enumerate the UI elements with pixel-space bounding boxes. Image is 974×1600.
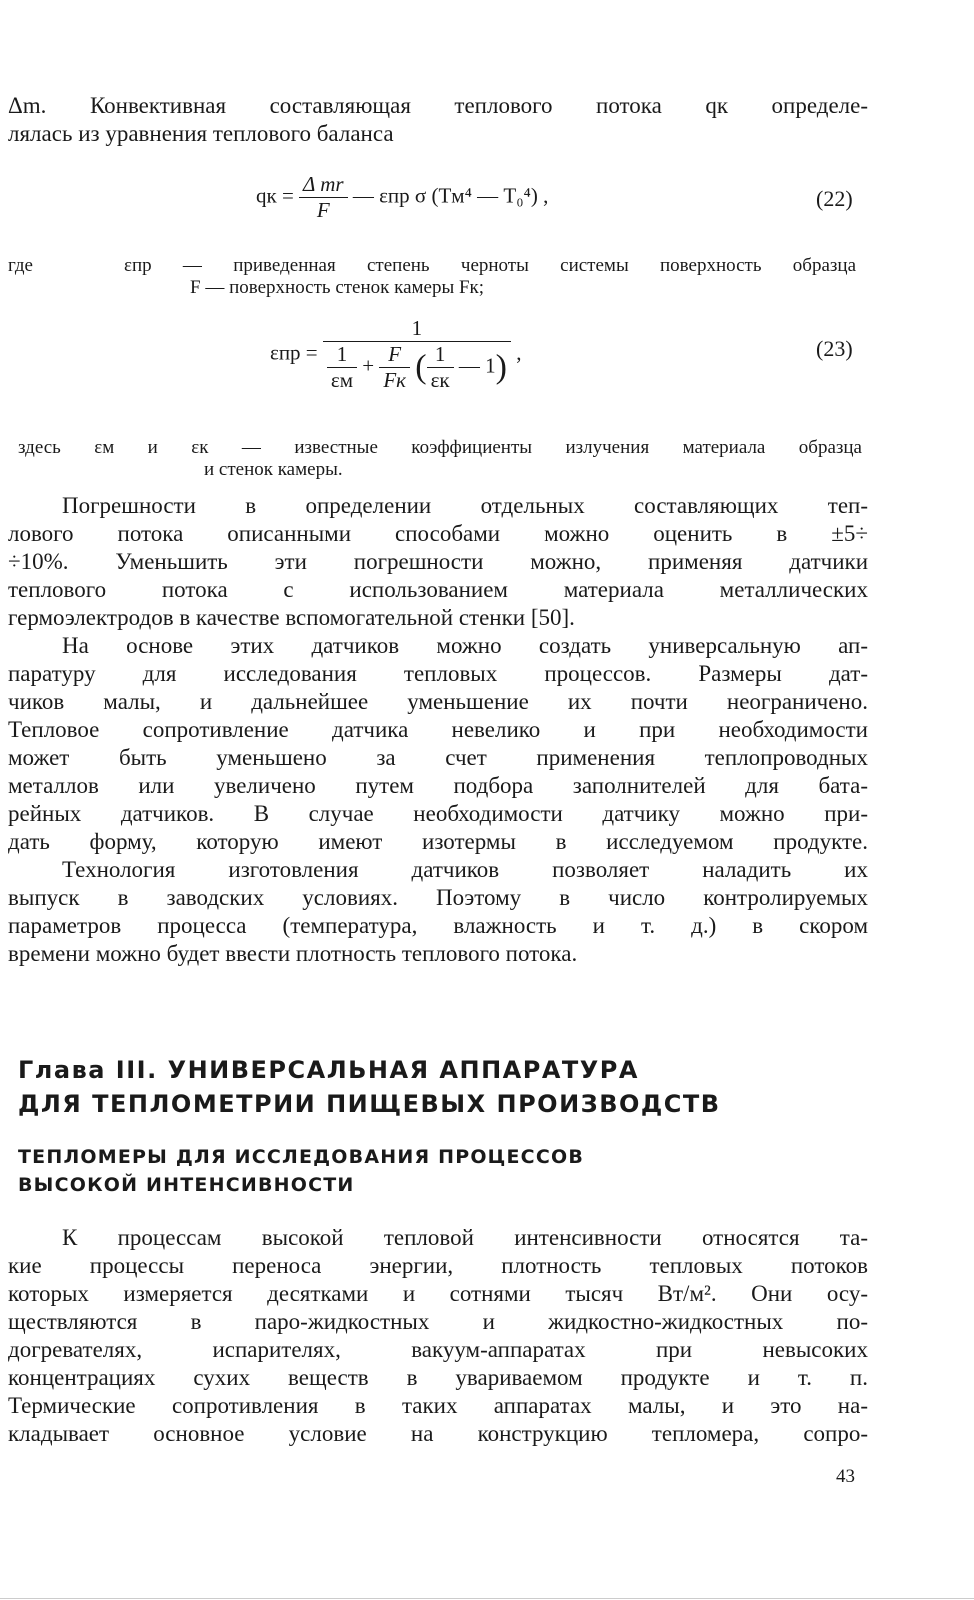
eq23-minus-one: — 1: [458, 353, 496, 378]
eq23-term1-num: 1: [336, 342, 348, 366]
page-number: 43: [836, 1466, 855, 1487]
text-line: гермоэлектродов в качестве вспомогательной стенки [50].: [8, 605, 575, 630]
text-line: лялась из уравнения теплового баланса: [8, 121, 394, 146]
eq22-fraction: [299, 172, 348, 223]
text-line: ществляются в паро-жидкостных и жидкостно-жидкостных по-: [8, 1309, 868, 1334]
eq23-fraction: [323, 316, 511, 393]
text-line: выпуск в заводских условиях. Поэтому в число контролируемых: [8, 885, 868, 910]
eq23-tail: ,: [516, 340, 522, 365]
eq22-numerator: Δ mr: [303, 172, 344, 196]
chapter-title-line-1: Глава III. УНИВЕРСАЛЬНАЯ АППАРАТУРА: [18, 1056, 639, 1084]
eq23-lhs: εпр =: [270, 340, 318, 365]
equation-number-23: (23): [816, 336, 853, 361]
eq23-term2: [379, 342, 410, 393]
eq23-term3: [427, 342, 454, 393]
text-line: дать форму, которую имеют изотермы в исследуемом продукте.: [8, 829, 868, 854]
eq23-paren-close: ): [495, 348, 507, 386]
eq23-term3-num: 1: [434, 342, 446, 366]
eq23-term2-den: Fк: [379, 367, 410, 393]
text-line: Δm. Конвективная составляющая теплового потока qк определе-: [8, 93, 868, 118]
text-line: На основе этих датчиков можно создать универсальную ап-: [62, 633, 868, 658]
eq22-rest: — εпр σ (Tм⁴ — T₀⁴) ,: [352, 183, 549, 208]
eq23-term3-den: εк: [427, 367, 454, 393]
text-line: чиков малы, и дальнейшее уменьшение их почти неограничено.: [8, 689, 868, 714]
text-line: паратуру для исследования тепловых процессов. Размеры дат-: [8, 661, 868, 686]
text-line: ÷10%. Уменьшить эти погрешности можно, применяя датчики: [8, 549, 868, 574]
text-line: параметров процесса (температура, влажность и т. д.) в скором: [8, 913, 868, 938]
text-line: времени можно будет ввести плотность теплового потока.: [8, 941, 578, 966]
eq23-plus: +: [362, 353, 375, 378]
text-line: лового потока описанными способами можно оценить в ±5÷: [8, 521, 868, 546]
text-line: Тепловое сопротивление датчика невелико и при необходимости: [8, 717, 868, 742]
where-label: где: [8, 255, 33, 276]
text-line: К процессам высокой тепловой интенсивности относятся та-: [62, 1225, 868, 1250]
text-line: металлов или увеличено путем подбора заполнителей для бата-: [8, 773, 868, 798]
eq23-denominator: [323, 341, 511, 393]
text-line: концентрациях сухих веществ в увариваемом продукте и т. п.: [8, 1365, 868, 1390]
text-line: кие процессы переноса энергии, плотность тепловых потоков: [8, 1253, 868, 1278]
text-line: Технология изготовления датчиков позволяет наладить их: [62, 857, 868, 882]
text-line: теплового потока с использованием материала металлических: [8, 577, 868, 602]
eq22-lhs: qк =: [256, 183, 294, 208]
eq23-term2-num: F: [388, 342, 402, 366]
text-line: кладывает основное условие на конструкцию тепломера, сопро-: [8, 1421, 868, 1446]
where2-line-1: здесь εм и εк — известные коэффициенты излучения материала образца: [18, 437, 862, 458]
equation-22: [256, 172, 548, 223]
eq23-paren-open: (: [415, 348, 427, 386]
where-definition-2: F — поверхность стенок камеры Fк;: [190, 277, 485, 298]
text-line: которых измеряется десятками и сотнями тысяч Вт/м². Они осу-: [8, 1281, 868, 1306]
text-line: может быть уменьшено за счет применения теплопроводных: [8, 745, 868, 770]
section-title-line-2: ВЫСОКОЙ ИНТЕНСИВНОСТИ: [18, 1174, 355, 1196]
text-line: Термические сопротивления в таких аппаратах малы, и это на-: [8, 1393, 868, 1418]
eq23-numerator: 1: [411, 316, 423, 340]
section-title-line-1: ТЕПЛОМЕРЫ ДЛЯ ИССЛЕДОВАНИЯ ПРОЦЕССОВ: [18, 1146, 584, 1168]
equation-23: [270, 316, 521, 393]
where2-line-2: и стенок камеры.: [204, 459, 343, 480]
text-line: Погрешности в определении отдельных составляющих теп-: [62, 493, 868, 518]
where-definition-1: εпр — приведенная степень черноты системы поверхность образца: [124, 255, 856, 276]
eq23-term1: [327, 342, 357, 393]
equation-number-22: (22): [816, 186, 853, 211]
text-line: рейных датчиков. В случае необходимости датчику можно при-: [8, 801, 868, 826]
eq22-denominator: F: [299, 197, 348, 223]
text-line: догревателях, испарителях, вакуум-аппаратах при невысоких: [8, 1337, 868, 1362]
chapter-title-line-2: ДЛЯ ТЕПЛОМЕТРИИ ПИЩЕВЫХ ПРОИЗВОДСТВ: [18, 1090, 721, 1118]
eq23-term1-den: εм: [327, 367, 357, 393]
scan-edge-divider: [0, 1598, 974, 1599]
